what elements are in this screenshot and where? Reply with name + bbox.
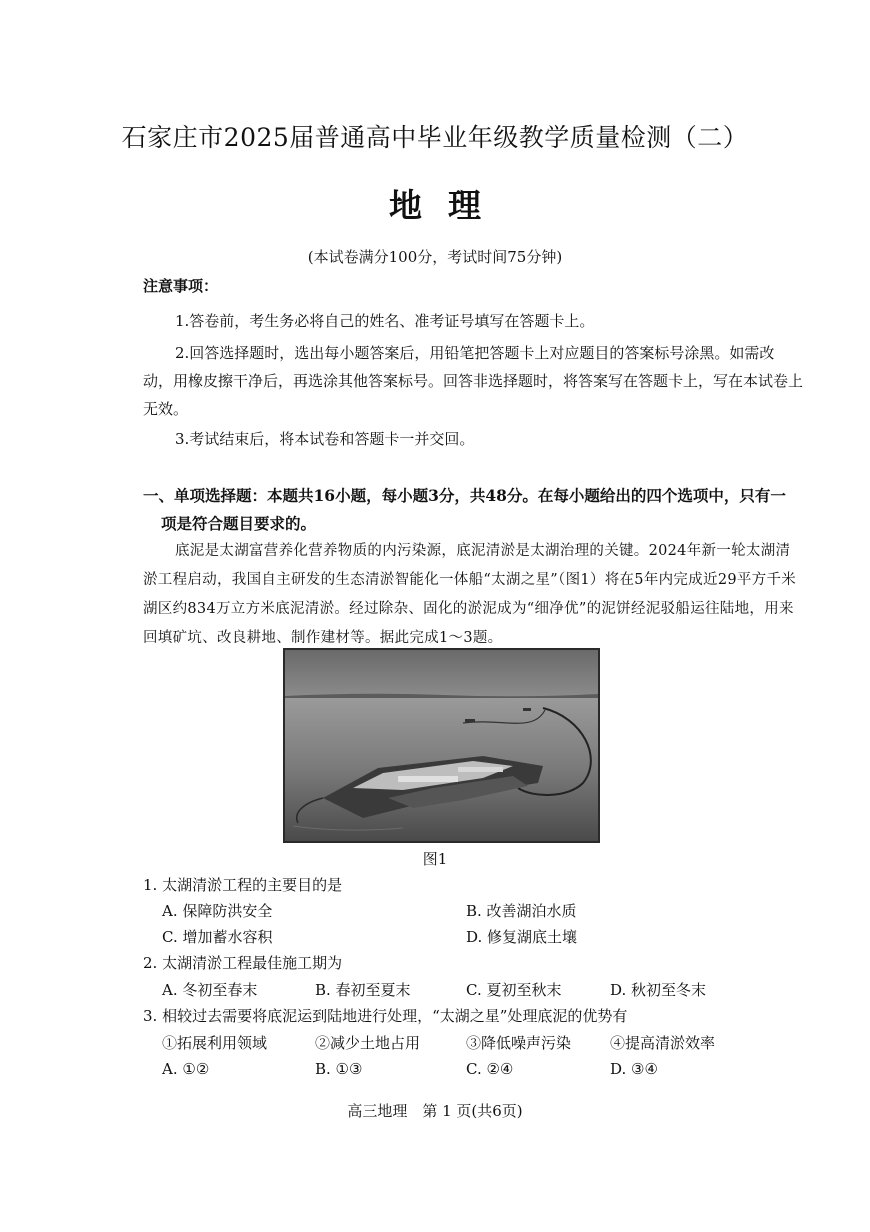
notice-heading: 注意事项： bbox=[143, 277, 219, 295]
question-3-item-1: ①拓展利用领域 bbox=[162, 1034, 268, 1052]
question-2-stem: 2. 太湖清淤工程最佳施工期为 bbox=[143, 954, 343, 972]
exam-title: 石家庄市2025届普通高中毕业年级教学质量检测（二） bbox=[121, 123, 749, 152]
question-3-item-3: ③降低噪声污染 bbox=[466, 1034, 572, 1052]
figure-caption: 图1 bbox=[422, 850, 448, 868]
question-3-option-b: B. ①③ bbox=[315, 1060, 363, 1078]
question-3-item-2: ②减少土地占用 bbox=[315, 1034, 421, 1052]
question-3-option-c: C. ②④ bbox=[466, 1060, 514, 1078]
question-2-option-c: C. 夏初至秋末 bbox=[466, 981, 562, 999]
section-heading bbox=[143, 482, 803, 538]
subject-title: 地理 bbox=[389, 186, 507, 225]
section-heading-line1: 一、单项选择题：本题共16小题，每小题3分，共48分。在每小题给出的四个选项中，只有一 bbox=[143, 486, 786, 505]
section-heading-line2: 项是符合题目要求的。 bbox=[161, 514, 317, 533]
page-footer: 高三地理 第 1 页(共6页) bbox=[347, 1102, 523, 1120]
question-2-option-b: B. 春初至夏末 bbox=[315, 981, 411, 999]
notice-item-3: 3.考试结束后，将本试卷和答题卡一并交回。 bbox=[175, 430, 475, 448]
question-1-stem: 1. 太湖清淤工程的主要目的是 bbox=[143, 876, 343, 894]
question-1-option-d: D. 修复湖底土壤 bbox=[466, 928, 578, 946]
question-1-option-c: C. 增加蓄水容积 bbox=[162, 928, 273, 946]
passage-text: 底泥是太湖富营养化营养物质的内污染源，底泥清淤是太湖治理的关键。2024年新一轮太湖清淤工程启动，我国自主研发的生态清淤智能化一体船“太湖之星”（图1）将在5年内完成近29平方千米湖区约834万立方米底泥清淤。经过除杂、固化的淤泥成为“细净优”的泥饼经泥驳船运往陆地，用来回填矿坑、改良耕地、制作建材等。据此完成1～3题。 bbox=[143, 543, 797, 646]
question-1-option-b: B. 改善湖泊水质 bbox=[466, 902, 577, 920]
lake-photo-illustration bbox=[283, 648, 600, 843]
question-2-option-d: D. 秋初至冬末 bbox=[610, 981, 707, 999]
notice-item-2: 2.回答选择题时，选出每小题答案后，用铅笔把答题卡上对应题目的答案标号涂黑。如需改动，用橡皮擦干净后，再选涂其他答案标号。回答非选择题时，将答案写在答题卡上，写在本试卷上无效。 bbox=[143, 344, 804, 418]
notice-item-1: 1.答卷前，考生务必将自己的姓名、准考证号填写在答题卡上。 bbox=[175, 312, 595, 330]
question-3-option-d: D. ③④ bbox=[610, 1060, 658, 1078]
question-3-stem: 3. 相较过去需要将底泥运到陆地进行处理，“太湖之星”处理底泥的优势有 bbox=[143, 1007, 628, 1025]
figure-dredging-ship-photo bbox=[283, 648, 600, 843]
exam-info: (本试卷满分100分，考试时间75分钟) bbox=[307, 248, 563, 266]
question-3-item-4: ④提高清淤效率 bbox=[610, 1034, 716, 1052]
question-2-option-a: A. 冬初至春末 bbox=[162, 981, 258, 999]
question-3-option-a: A. ①② bbox=[162, 1060, 210, 1078]
question-1-option-a: A. 保障防洪安全 bbox=[162, 902, 273, 920]
